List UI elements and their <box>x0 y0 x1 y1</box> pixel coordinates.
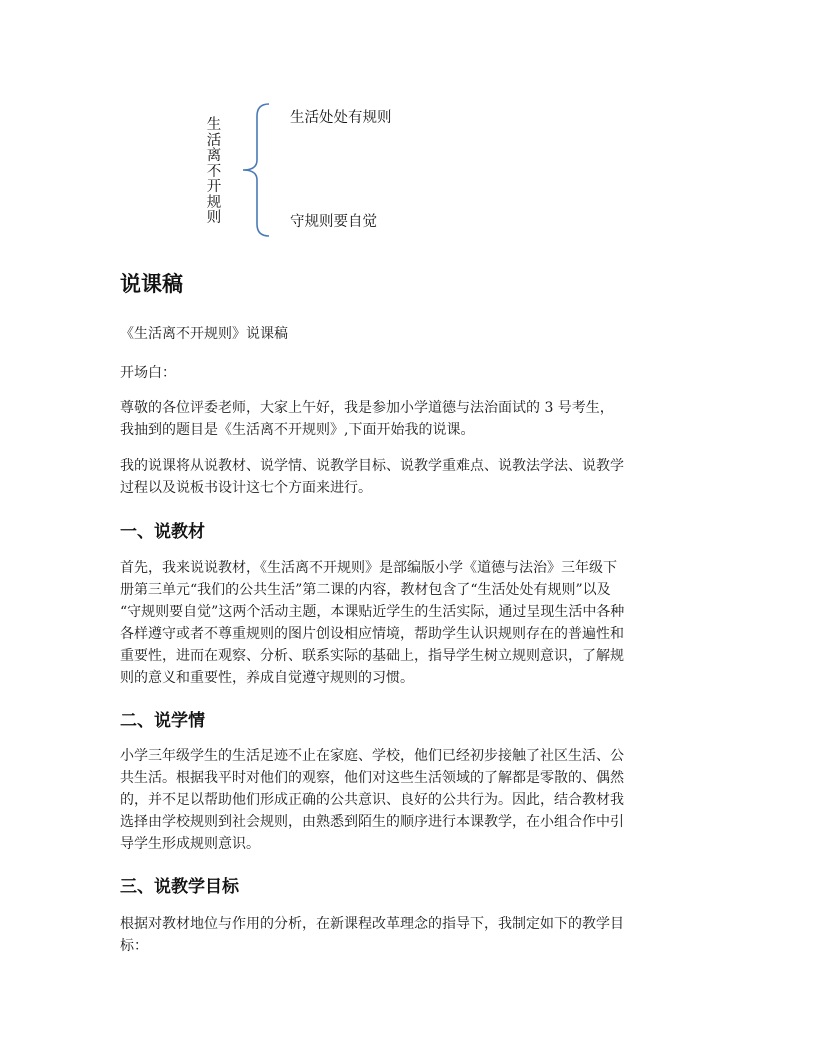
diagram-vertical-title: 生活离不开规则 <box>206 117 222 226</box>
section-heading-students: 二、说学情 <box>120 711 205 731</box>
text-line: 各样遵守或者不尊重规则的图片创设相应情境，帮助学生认识规则存在的普遍性和 <box>120 626 624 642</box>
outline-paragraph <box>120 455 700 499</box>
text-line: 标： <box>120 938 148 954</box>
text-line: 选择由学校规则到社会规则，由熟悉到陌生的顺序进行本课教学，在小组合作中引 <box>120 814 624 830</box>
text-line: 尊敬的各位评委老师，大家上午好，我是参加小学道德与法治面试的 3 号考生， <box>120 400 614 416</box>
text-line: 根据对教材地位与作用的分析，在新课程改革理念的指导下，我制定如下的教学目 <box>120 916 624 932</box>
text-line: “守规则要自觉”这两个活动主题，本课贴近学生的生活实际，通过呈现生活中各种 <box>120 604 625 620</box>
section-body-textbook <box>120 557 700 689</box>
text-line: 小学三年级学生的生活足迹不止在家庭、学校，他们已经初步接触了社区生活、公 <box>120 748 624 764</box>
text-line: 则的意义和重要性，养成自觉遵守规则的习惯。 <box>120 670 414 686</box>
text-line: 册第三单元“我们的公共生活”第二课的内容，教材包含了“生活处处有规则”以及 <box>120 582 611 598</box>
page-heading: 说课稿 <box>120 272 183 296</box>
text-line: 我的说课将从说教材、说学情、说教学目标、说教学重难点、说教法学法、说教学 <box>120 458 624 474</box>
text-line: 我抽到的题目是《生活离不开规则》,下面开始我的说课。 <box>120 422 475 438</box>
text-line: 重要性，进而在观察、分析、联系实际的基础上，指导学生树立规则意识，了解规 <box>120 648 624 664</box>
opening-label: 开场白： <box>120 365 176 381</box>
section-heading-textbook: 一、说教材 <box>120 522 205 542</box>
text-line: 共生活。根据我平时对他们的观察，他们对这些生活领域的了解都是零散的、偶然 <box>120 770 624 786</box>
text-line: 导学生形成规则意识。 <box>120 836 260 852</box>
section-body-objectives <box>120 913 700 957</box>
section-heading-objectives: 三、说教学目标 <box>120 877 239 897</box>
curly-brace <box>243 104 269 236</box>
text-line: 的，并不足以帮助他们形成正确的公共意识、良好的公共行为。因此，结合教材我 <box>120 792 624 808</box>
doc-title: 《生活离不开规则》说课稿 <box>120 326 288 342</box>
opening-paragraph <box>120 397 700 441</box>
diagram-branch-2: 守规则要自觉 <box>290 214 377 230</box>
section-body-students <box>120 745 700 855</box>
diagram-branch-1: 生活处处有规则 <box>290 110 392 126</box>
text-line: 首先，我来说说教材，《生活离不开规则》是部编版小学《道德与法治》三年级下 <box>120 560 617 576</box>
text-line: 过程以及说板书设计这七个方面来进行。 <box>120 480 372 496</box>
